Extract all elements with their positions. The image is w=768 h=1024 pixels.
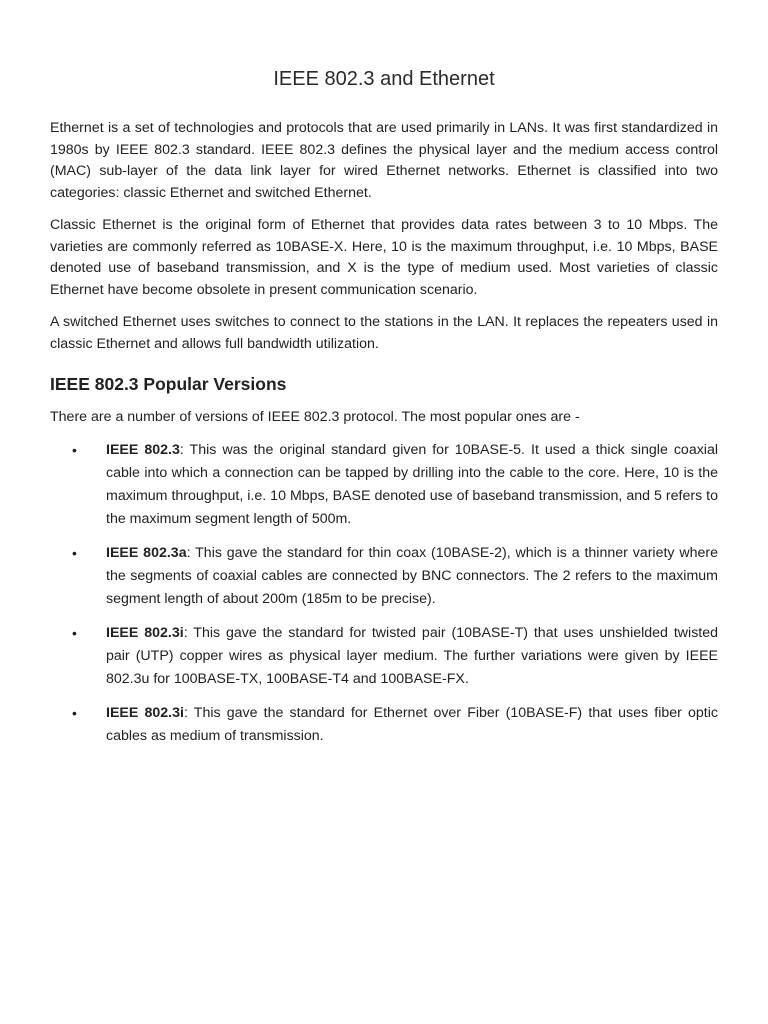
section-heading: IEEE 802.3 Popular Versions [50,374,287,394]
page-title: IEEE 802.3 and Ethernet [273,68,495,90]
list-item-term: IEEE 802.3i [106,704,184,721]
list-item-text: : This gave the standard for Ethernet over Fiber (10BASE-F) that uses fiber optic cables as medium of transmission. [106,704,718,744]
bullet-icon: • [72,544,77,561]
bullet-icon: • [72,441,77,458]
section-intro: There are a number of versions of IEEE 802.3 protocol. The most popular ones are - [50,409,580,425]
list-item-text: : This was the original standard given for 10BASE-5. It used a thick single coaxial cable into which a connection can be tapped by drilling into the cable to the core. Here, 10 is the maximum throughput, i.e. 10 Mbps, BASE denoted use of baseband transmission, and 5 refers to the maximum segment length of 500m. [106,441,719,527]
list-item [50,702,718,748]
list-item-term: IEEE 802.3a [106,544,187,561]
paragraph-classic-ethernet: Classic Ethernet is the original form of Ethernet that provides data rates between 3 to 10 Mbps. The varieties are commonly referred as 10BASE-X. Here, 10 is the maximum throughput, i.e. 10 Mbps, BASE denoted use of baseband transmission, and X is the type of medium used. Most varieties of classic Ethernet have become obsolete in present communication scenario. [50,217,718,298]
bullet-icon: • [72,624,77,641]
list-item-term: IEEE 802.3i [106,624,184,641]
list-item-term: IEEE 802.3 [106,441,180,458]
list-item-text: : This gave the standard for thin coax (10BASE-2), which is a thinner variety where the segments of coaxial cables are connected by BNC connectors. The 2 refers to the maximum segment length of about 200m (185m to be precise). [106,544,718,607]
list-item [50,439,718,531]
list-item-text: : This gave the standard for twisted pair (10BASE-T) that uses unshielded twisted pair (UTP) copper wires as physical layer medium. The further variations were given by IEEE 802.3u for 100BASE-TX, 100BASE-T4 and 100BASE-FX. [106,624,719,687]
bullet-icon: • [72,704,77,721]
list-item [50,542,718,611]
paragraph-switched-ethernet: A switched Ethernet uses switches to connect to the stations in the LAN. It replaces the repeaters used in classic Ethernet and allows full bandwidth utilization. [50,314,718,352]
paragraph-ethernet-overview: Ethernet is a set of technologies and protocols that are used primarily in LANs. It was first standardized in 1980s by IEEE 802.3 standard. IEEE 802.3 defines the physical layer and the medium access control (MAC) sub-layer of the data link layer for wired Ethernet networks. Ethernet is classified into two categories: classic Ethernet and switched Ethernet. [50,120,718,201]
versions-list [50,439,718,748]
list-item [50,622,718,691]
